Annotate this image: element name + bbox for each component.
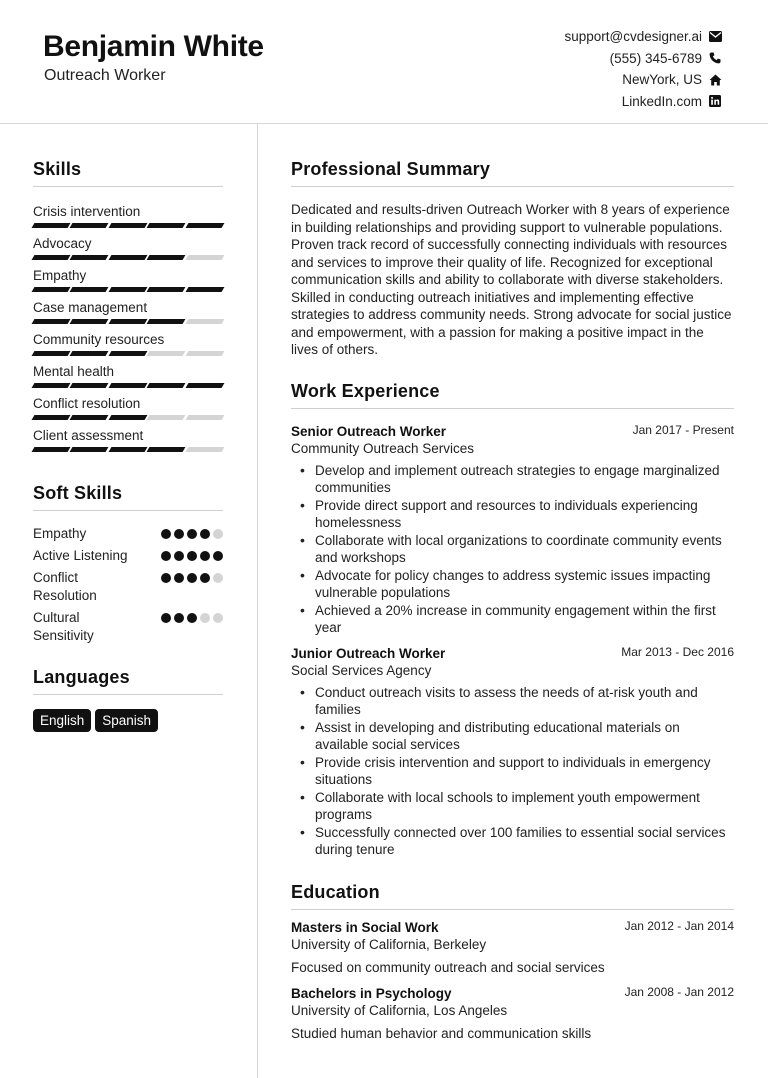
skill-level-segment <box>147 223 186 228</box>
skill-level-segment <box>185 383 224 388</box>
contact-phone-text: (555) 345-6789 <box>609 50 702 66</box>
job-bullet: • Achieved a 20% increase in community engagement within the first year <box>291 602 734 637</box>
soft-skill-item <box>33 547 223 565</box>
summary-text: Dedicated and results-driven Outreach Worker with 8 years of experience in building relationships and providing support to vulnerable populations. Proven track record of successfully connecting individuals with resources and services to improve their quality of life. Recognized for exceptional communication skills and ability to collaborate with diverse stakeholders. Skilled in conducting outreach initiatives and implementing effective strategies to address community needs. Strong advocate for social justice and empowerment, with a passion for making a positive impact in the lives of others. <box>291 202 732 357</box>
soft-skill-name: Active Listening <box>33 548 128 563</box>
education-date: Jan 2012 - Jan 2014 <box>624 918 734 933</box>
skill-level-segment <box>70 383 109 388</box>
soft-skill-rating <box>161 573 223 583</box>
resume-header <box>0 0 768 124</box>
rating-dot <box>161 551 171 561</box>
education-date: Jan 2008 - Jan 2012 <box>624 984 734 999</box>
skill-item <box>33 267 223 299</box>
envelope-icon <box>708 30 722 44</box>
candidate-role: Outreach Worker <box>44 67 166 84</box>
job-bullet: • Collaborate with local schools to implement youth empowerment programs <box>291 789 734 824</box>
soft-skill-item <box>33 569 223 605</box>
contact-location <box>564 69 722 91</box>
soft-skill-item <box>33 609 223 645</box>
language-badge: English <box>33 709 91 732</box>
job-bullet: • Successfully connected over 100 families to essential social services during tenure <box>291 824 734 859</box>
skill-level-segment <box>185 447 224 452</box>
skill-level-segment <box>70 287 109 292</box>
school-name: University of California, Berkeley <box>291 936 487 952</box>
skill-level-segment <box>70 319 109 324</box>
skill-level-segment <box>185 415 224 420</box>
skill-name: Mental health <box>33 364 115 379</box>
skill-level-segment <box>185 351 224 356</box>
skill-level-segment <box>32 415 71 420</box>
rating-dot <box>161 529 171 539</box>
skill-level-segment <box>108 351 147 356</box>
skill-level-bar <box>33 383 223 388</box>
rating-dot <box>174 613 184 623</box>
left-column <box>33 124 223 732</box>
skill-level-segment <box>147 447 186 452</box>
skill-level-segment <box>147 415 186 420</box>
skill-level-segment <box>108 255 147 260</box>
job-bullets <box>291 684 734 859</box>
skill-level-bar <box>33 447 223 452</box>
skill-level-segment <box>108 223 147 228</box>
skill-level-segment <box>70 447 109 452</box>
soft-skill-rating <box>161 551 223 561</box>
rating-dot <box>213 529 223 539</box>
skill-level-segment <box>185 287 224 292</box>
skill-level-segment <box>185 319 224 324</box>
job-bullet: • Provide direct support and resources to individuals experiencing homelessness <box>291 497 734 532</box>
soft-skill-name: Empathy <box>33 526 87 541</box>
rating-dot <box>187 573 197 583</box>
skill-level-bar <box>33 287 223 292</box>
skill-level-segment <box>108 319 147 324</box>
contact-linkedin[interactable] <box>564 91 722 113</box>
skill-level-segment <box>185 223 224 228</box>
skill-name: Advocacy <box>33 236 92 251</box>
job-entry <box>291 645 734 859</box>
skill-level-segment <box>32 319 71 324</box>
skill-name: Crisis intervention <box>33 204 141 219</box>
skill-item <box>33 395 223 427</box>
skill-level-segment <box>108 447 147 452</box>
linkedin-icon <box>708 94 722 108</box>
skill-level-segment <box>32 447 71 452</box>
skill-item <box>33 235 223 267</box>
job-title: Senior Outreach Worker <box>291 423 447 439</box>
job-bullet: • Assist in developing and distributing educational materials on available social services <box>291 719 734 754</box>
job-bullet: • Provide crisis intervention and support to individuals in emergency situations <box>291 754 734 789</box>
rating-dot <box>174 573 184 583</box>
education-heading: Education <box>291 882 734 910</box>
skill-level-segment <box>147 383 186 388</box>
skills-heading: Skills <box>33 159 223 187</box>
job-bullet: • Advocate for policy changes to address systemic issues impacting vulnerable populations <box>291 567 734 602</box>
skill-level-segment <box>70 255 109 260</box>
job-title: Junior Outreach Worker <box>291 645 446 661</box>
column-divider <box>257 124 258 1078</box>
skill-level-segment <box>108 415 147 420</box>
rating-dot <box>187 613 197 623</box>
summary-heading: Professional Summary <box>291 159 734 187</box>
skill-item <box>33 363 223 395</box>
education-entry <box>291 919 734 976</box>
job-organization: Social Services Agency <box>291 662 432 678</box>
skill-name: Community resources <box>33 332 165 347</box>
job-bullet: • Conduct outreach visits to assess the needs of at-risk youth and families <box>291 684 734 719</box>
skill-level-segment <box>147 351 186 356</box>
soft-skill-rating <box>161 529 223 539</box>
job-bullets <box>291 462 734 637</box>
soft-skill-name: Conflict Resolution <box>33 570 97 603</box>
skill-level-segment <box>185 255 224 260</box>
rating-dot <box>200 613 210 623</box>
skill-level-segment <box>32 351 71 356</box>
skill-level-segment <box>108 287 147 292</box>
rating-dot <box>200 573 210 583</box>
skill-item <box>33 203 223 235</box>
skill-level-segment <box>147 287 186 292</box>
rating-dot <box>200 551 210 561</box>
rating-dot <box>174 529 184 539</box>
skill-level-segment <box>147 319 186 324</box>
language-badge: Spanish <box>95 709 158 732</box>
rating-dot <box>187 529 197 539</box>
skill-level-segment <box>32 383 71 388</box>
contact-phone[interactable] <box>564 48 722 70</box>
soft-skills-list <box>33 525 223 645</box>
job-date: Jan 2017 - Present <box>632 422 734 437</box>
skill-level-segment <box>70 415 109 420</box>
skill-item <box>33 427 223 459</box>
skills-list <box>33 203 223 459</box>
job-organization: Community Outreach Services <box>291 440 475 456</box>
skill-level-segment <box>32 223 71 228</box>
rating-dot <box>161 573 171 583</box>
languages-heading: Languages <box>33 667 223 695</box>
right-column <box>291 124 734 1042</box>
skill-name: Case management <box>33 300 148 315</box>
contact-linkedin-text: LinkedIn.com <box>621 93 702 109</box>
degree-title: Bachelors in Psychology <box>291 985 452 1001</box>
education-description: Focused on community outreach and social services <box>291 959 605 975</box>
job-date: Mar 2013 - Dec 2016 <box>621 644 734 659</box>
candidate-name: Benjamin White <box>43 30 264 63</box>
skill-level-bar <box>33 415 223 420</box>
phone-icon <box>708 51 722 65</box>
soft-skills-heading: Soft Skills <box>33 483 223 511</box>
skill-level-segment <box>147 255 186 260</box>
education-entry <box>291 985 734 1042</box>
rating-dot <box>187 551 197 561</box>
contact-email-text: support@cvdesigner.ai <box>564 29 702 45</box>
skill-name: Empathy <box>33 268 87 283</box>
job-entry <box>291 423 734 637</box>
job-bullet: • Develop and implement outreach strategies to engage marginalized communities <box>291 462 734 497</box>
skill-name: Client assessment <box>33 428 144 443</box>
contact-list <box>564 26 722 112</box>
contact-email[interactable] <box>564 26 722 48</box>
degree-title: Masters in Social Work <box>291 919 439 935</box>
work-heading: Work Experience <box>291 381 734 409</box>
skill-level-bar <box>33 351 223 356</box>
education-description: Studied human behavior and communication skills <box>291 1025 592 1041</box>
contact-location-text: NewYork, US <box>622 72 702 88</box>
soft-skill-rating <box>161 613 223 623</box>
skill-level-segment <box>70 351 109 356</box>
school-name: University of California, Los Angeles <box>291 1002 508 1018</box>
skill-item <box>33 331 223 363</box>
soft-skill-item <box>33 525 223 543</box>
job-bullet: • Collaborate with local organizations to coordinate community events and workshops <box>291 532 734 567</box>
skill-level-bar <box>33 319 223 324</box>
soft-skill-name: Cultural Sensitivity <box>33 610 94 643</box>
home-icon <box>708 73 722 87</box>
languages-list <box>33 709 223 732</box>
rating-dot <box>200 529 210 539</box>
skill-level-bar <box>33 255 223 260</box>
rating-dot <box>174 551 184 561</box>
skill-level-bar <box>33 223 223 228</box>
skill-level-segment <box>32 255 71 260</box>
rating-dot <box>161 613 171 623</box>
skill-level-segment <box>108 383 147 388</box>
skill-item <box>33 299 223 331</box>
rating-dot <box>213 613 223 623</box>
skill-level-segment <box>70 223 109 228</box>
skill-name: Conflict resolution <box>33 396 141 411</box>
rating-dot <box>213 573 223 583</box>
skill-level-segment <box>32 287 71 292</box>
rating-dot <box>213 551 223 561</box>
